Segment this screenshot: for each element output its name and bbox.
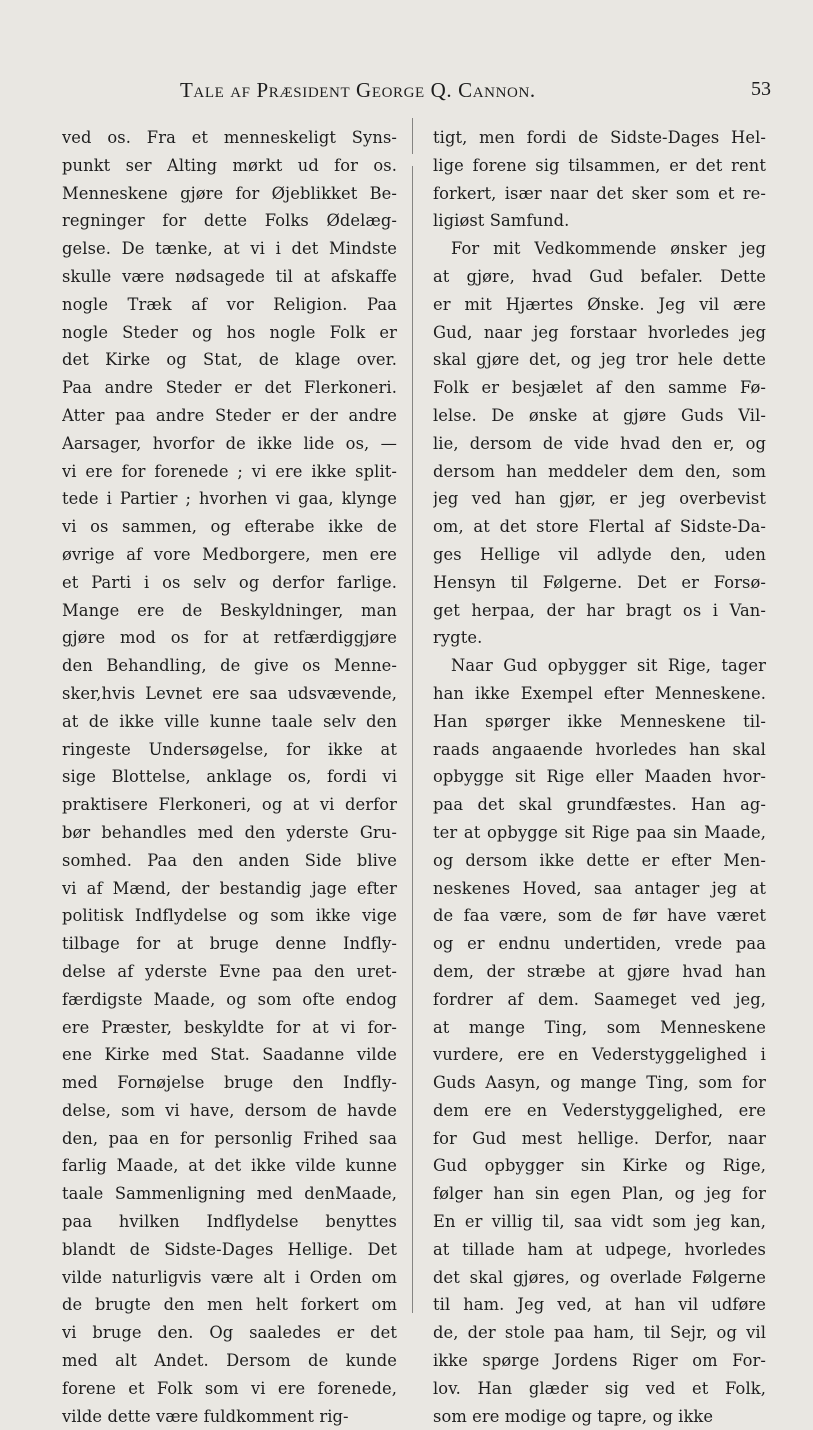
text-line: En er villig til, saa vidt som jeg kan, — [433, 1212, 766, 1232]
text-line: ikke spørge Jordens Riger om For- — [433, 1351, 766, 1371]
text-line: Menneskene gjøre for Øjeblikket Be- — [62, 183, 397, 203]
text-line: ligiøst Samfund. — [433, 211, 570, 231]
text-line: forene et Folk som vi ere forenede, — [62, 1378, 397, 1398]
text-line: vilde dette være fuldkomment rig- — [62, 1406, 349, 1426]
text-line: ges Hellige vil adlyde den, uden — [433, 544, 766, 564]
text-line: blandt de Sidste-Dages Hellige. Det — [62, 1239, 397, 1259]
text-line: vurdere, ere en Vederstyggelighed i — [433, 1045, 766, 1065]
text-line: vi ere for forenede ; vi ere ikke split- — [62, 461, 397, 481]
text-line: lie, dersom de vide hvad den er, og — [433, 433, 766, 453]
text-line: vi bruge den. Og saaledes er det — [62, 1323, 397, 1343]
text-line: gelse. De tænke, at vi i det Mindste — [62, 239, 397, 259]
text-line: færdigste Maade, og som ofte endog — [62, 989, 397, 1009]
text-line: farlig Maade, at det ikke vilde kunne — [62, 1156, 397, 1176]
text-line: og er endnu undertiden, vrede paa — [433, 934, 766, 954]
text-line: nogle Steder og hos nogle Folk er — [62, 322, 397, 342]
running-header — [0, 78, 813, 108]
right-column — [433, 124, 766, 1430]
text-line: bør behandles med den yderste Gru- — [62, 822, 397, 842]
text-line: For mit Vedkommende ønsker jeg — [451, 239, 766, 259]
text-line: taale Sammenligning med denMaade, — [62, 1184, 397, 1204]
header-title: Tale af Præsident George Q. Cannon. — [180, 78, 536, 102]
text-line: politisk Indflydelse og som ikke vige — [62, 906, 397, 926]
text-line: Gud opbygger sin Kirke og Rige, — [433, 1156, 766, 1176]
text-line: at de ikke ville kunne taale selv den — [62, 711, 397, 731]
text-line: skulle være nødsagede til at afskaffe — [62, 266, 397, 286]
text-line: Mange ere de Beskyldninger, man — [62, 600, 397, 620]
text-line: gjøre mod os for at retfærdiggjøre — [62, 628, 397, 648]
text-line: at tillade ham at udpege, hvorledes — [433, 1239, 766, 1259]
text-line: vi os sammen, og efterabe ikke de — [62, 517, 397, 537]
text-line: tede i Partier ; hvorhen vi gaa, klynge — [62, 489, 397, 509]
text-line: vilde naturligvis være alt i Orden om — [62, 1267, 397, 1287]
text-line: forkert, især naar det sker som et re- — [433, 183, 766, 203]
text-line: ere Præster, beskyldte for at vi for- — [62, 1017, 397, 1037]
text-line: tigt, men fordi de Sidste-Dages Hel- — [433, 128, 766, 147]
text-line: de, der stole paa ham, til Sejr, og vil — [433, 1323, 766, 1343]
text-line: vi af Mænd, der bestandig jage efter — [62, 878, 397, 898]
text-line: Aarsager, hvorfor de ikke lide os, — — [62, 433, 397, 453]
text-line: dem, der stræbe at gjøre hvad han — [433, 961, 766, 981]
text-line: sige Blottelse, anklage os, fordi vi — [62, 767, 397, 787]
text-line: ringeste Undersøgelse, for ikke at — [62, 739, 397, 759]
text-line: følger han sin egen Plan, og jeg for — [433, 1184, 766, 1204]
text-line: øvrige af vore Medborgere, men ere — [62, 544, 397, 564]
left-column — [62, 124, 397, 1430]
text-line: dem ere en Vederstyggelighed, ere — [433, 1100, 766, 1120]
text-line: jeg ved han gjør, er jeg overbevist — [433, 489, 766, 509]
text-line: fordrer af dem. Saameget ved jeg, — [433, 989, 766, 1009]
text-line: de faa være, som de før have været — [433, 906, 766, 926]
text-line: ene Kirke med Stat. Saadanne vilde — [62, 1045, 397, 1065]
text-line: med Fornøjelse bruge den Indfly- — [62, 1073, 397, 1093]
column-divider — [412, 118, 413, 1313]
text-line: som ere modige og tapre, og ikke — [433, 1406, 714, 1426]
text-line: nogle Træk af vor Religion. Paa — [62, 294, 397, 314]
text-line: et Parti i os selv og derfor farlige. — [62, 572, 397, 592]
text-line: Naar Gud opbygger sit Rige, tager — [451, 656, 766, 676]
text-line: det skal gjøres, og overlade Følgerne — [433, 1267, 766, 1287]
text-line: Folk er besjælet af den samme Fø- — [433, 378, 766, 398]
text-line: paa det skal grundfæstes. Han ag- — [433, 795, 766, 815]
text-line: om, at det store Flertal af Sidste-Da- — [433, 517, 766, 537]
text-line: Han spørger ikke Menneskene til- — [433, 711, 766, 731]
text-line: Paa andre Steder er det Flerkoneri. — [62, 378, 397, 398]
text-line: med alt Andet. Dersom de kunde — [62, 1351, 397, 1371]
text-line: tilbage for at bruge denne Indfly- — [62, 934, 397, 954]
text-line: opbygge sit Rige eller Maaden hvor- — [433, 767, 766, 787]
page-number: 53 — [751, 78, 771, 100]
text-line: at gjøre, hvad Gud befaler. Dette — [433, 266, 766, 286]
text-line: og dersom ikke dette er efter Men- — [433, 850, 766, 870]
text-line: Guds Aasyn, og mange Ting, som for — [433, 1073, 766, 1093]
text-line: lelse. De ønske at gjøre Guds Vil- — [433, 405, 766, 425]
text-line: delse, som vi have, dersom de havde — [62, 1100, 397, 1120]
text-line: ved os. Fra et menneskeligt Syns- — [62, 128, 397, 147]
text-line: Hensyn til Følgerne. Det er Forsø- — [433, 572, 766, 592]
text-line: somhed. Paa den anden Side blive — [62, 850, 397, 870]
text-line: ter at opbygge sit Rige paa sin Maade, — [433, 822, 766, 842]
text-line: han ikke Exempel efter Menneskene. — [433, 683, 766, 703]
text-line: de brugte den men helt forkert om — [62, 1295, 397, 1315]
text-line: raads angaaende hvorledes han skal — [433, 739, 766, 759]
text-line: regninger for dette Folks Ødelæg- — [62, 211, 397, 231]
text-line: lige forene sig tilsammen, er det rent — [433, 155, 766, 175]
text-line: at mange Ting, som Menneskene — [433, 1017, 766, 1037]
text-line: punkt ser Alting mørkt ud for os. — [62, 155, 397, 175]
text-line: dersom han meddeler dem den, som — [433, 461, 766, 481]
text-line: paa hvilken Indflydelse benyttes — [62, 1212, 397, 1232]
text-line: den Behandling, de give os Menne- — [62, 656, 397, 676]
text-line: er mit Hjærtes Ønske. Jeg vil ære — [433, 294, 766, 314]
text-line: det Kirke og Stat, de klage over. — [62, 350, 397, 370]
text-line: neskenes Hoved, saa antager jeg at — [433, 878, 766, 898]
text-line: skal gjøre det, og jeg tror hele dette — [433, 350, 766, 370]
text-line: for Gud mest hellige. Derfor, naar — [433, 1128, 766, 1148]
text-line: sker,hvis Levnet ere saa udsvævende, — [62, 683, 397, 703]
text-line: Gud, naar jeg forstaar hvorledes jeg — [433, 322, 766, 342]
text-line: delse af yderste Evne paa den uret- — [62, 961, 397, 981]
text-line: get herpaa, der har bragt os i Van- — [433, 600, 766, 620]
text-line: praktisere Flerkoneri, og at vi derfor — [62, 795, 397, 815]
text-line: den, paa en for personlig Frihed saa — [62, 1128, 397, 1148]
text-line: Atter paa andre Steder er der andre — [62, 405, 397, 425]
text-line: rygte. — [433, 628, 483, 648]
text-line: til ham. Jeg ved, at han vil udføre — [433, 1295, 766, 1315]
text-line: lov. Han glæder sig ved et Folk, — [433, 1378, 766, 1398]
